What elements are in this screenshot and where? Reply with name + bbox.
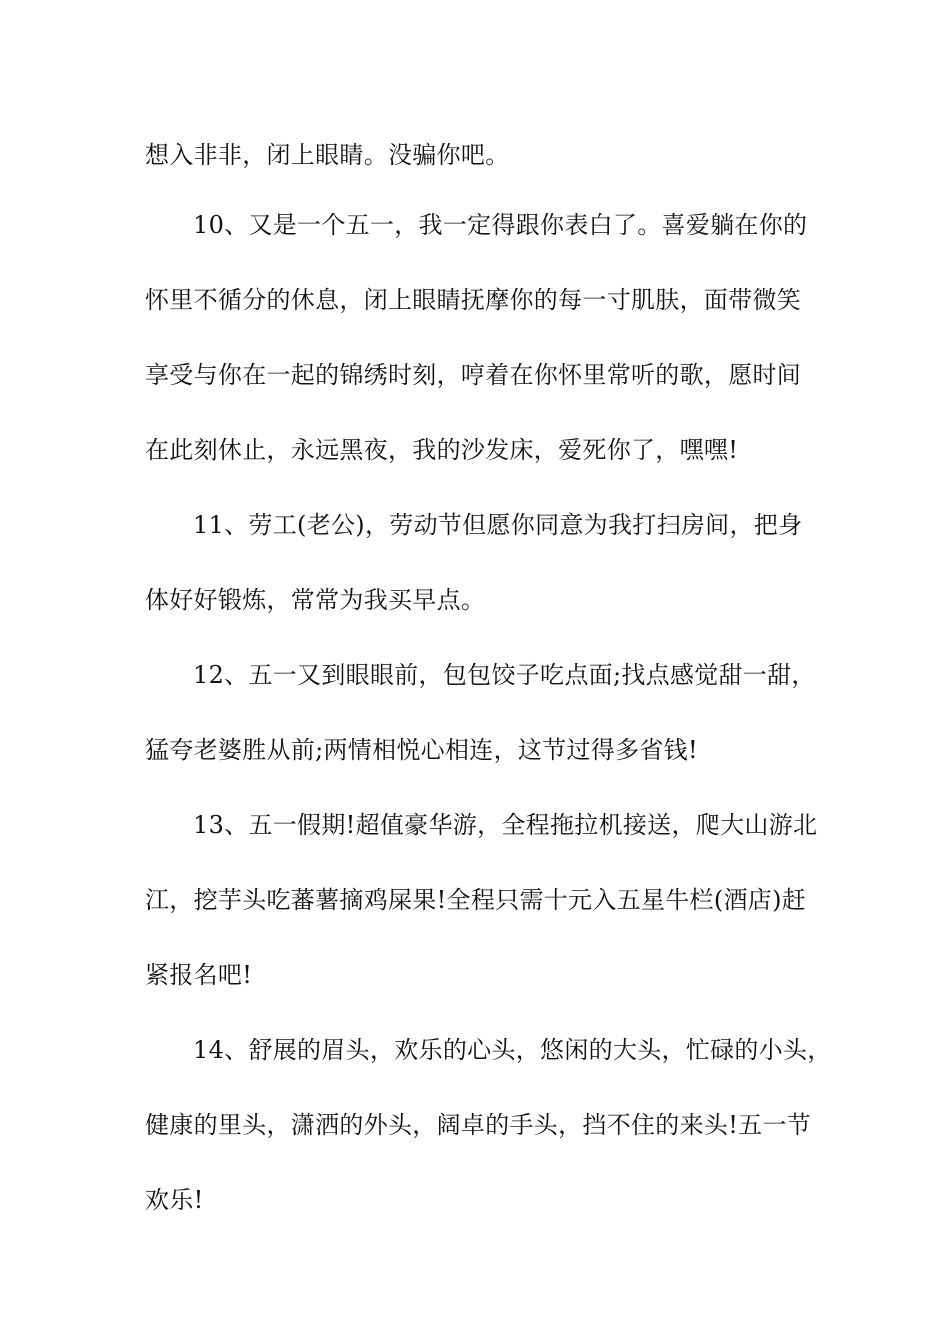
text-line: 想入非非，闭上眼睛。没骗你吧。 [145,141,510,169]
text-line: 11、劳工(老公)，劳动节但愿你同意为我打扫房间，把身 [193,511,803,539]
text-line: 体好好锻炼，常常为我买早点。 [145,586,486,614]
text-line: 猛夸老婆胜从前;两情相悦心相连，这节过得多省钱! [145,736,698,764]
text-line: 10、又是一个五一，我一定得跟你表白了。喜爱躺在你的 [193,211,808,239]
text-line: 14、舒展的眉头，欢乐的心头，悠闲的大头，忙碌的小头， [193,1036,832,1064]
text-line: 欢乐! [145,1186,204,1214]
text-line: 13、五一假期!超值豪华游，全程拖拉机接送，爬大山游北 [193,811,818,839]
text-line: 12、五一又到眼眼前，包包饺子吃点面;找点感觉甜一甜， [193,661,816,689]
text-line: 紧报名吧! [145,961,253,989]
text-line: 健康的里头，潇洒的外头，阔卓的手头，挡不住的来头!五一节 [145,1111,812,1139]
text-line: 江，挖芋头吃蕃薯摘鸡屎果!全程只需十元入五星牛栏(酒店)赶 [145,886,807,914]
text-line: 怀里不循分的休息，闭上眼睛抚摩你的每一寸肌肤，面带微笑 [145,286,802,314]
text-line: 享受与你在一起的锦绣时刻，哼着在你怀里常听的歌，愿时间 [145,361,802,389]
text-line: 在此刻休止，永远黑夜，我的沙发床，爱死你了，嘿嘿! [145,436,739,464]
